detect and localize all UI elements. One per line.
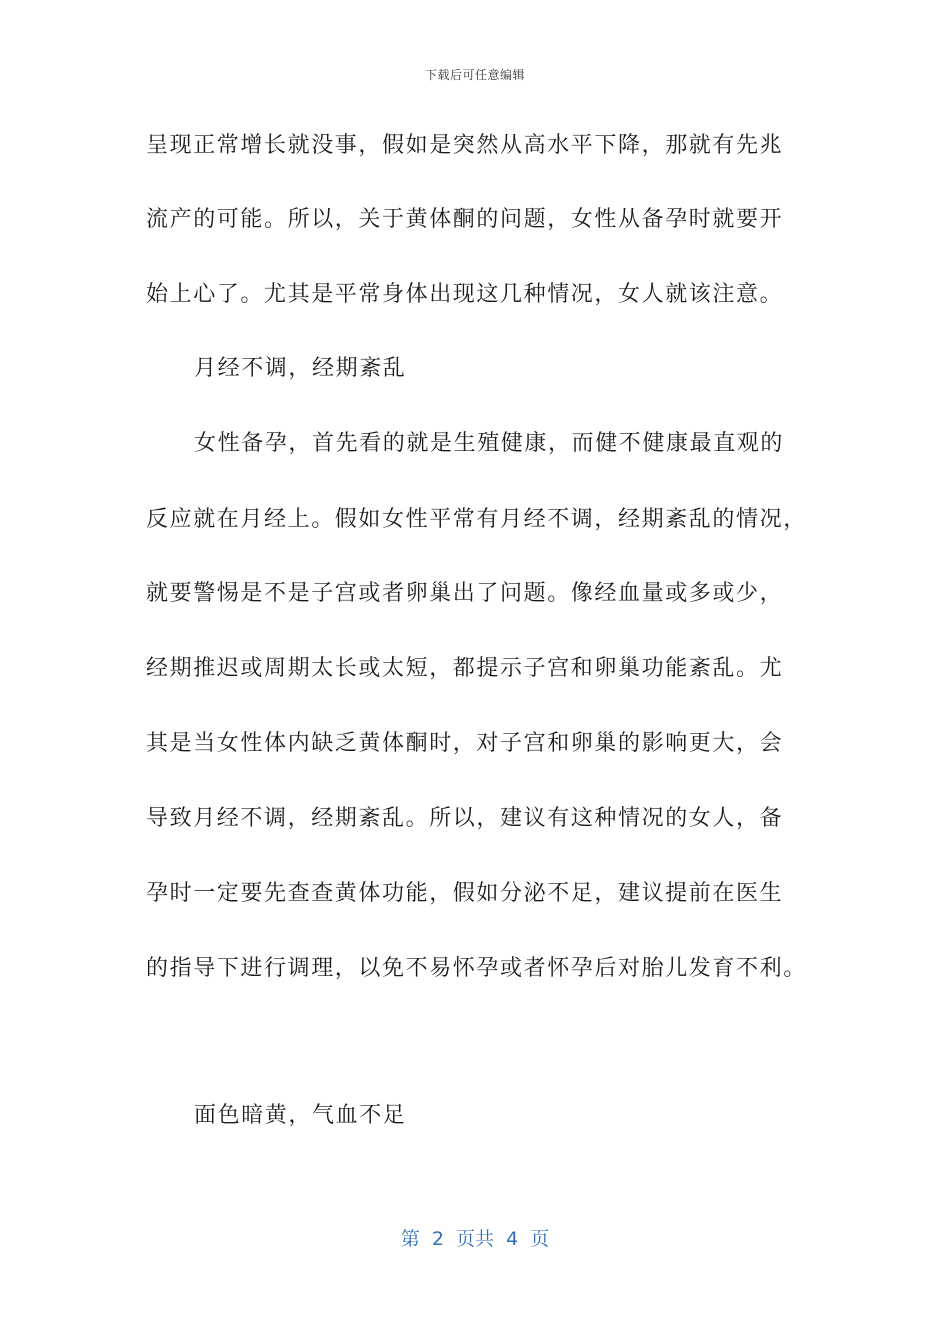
section-heading: 面色暗黄，气血不足	[194, 1103, 407, 1128]
body-line: 的指导下进行调理，以免不易怀孕或者怀孕后对胎儿发育不利。	[146, 956, 807, 981]
body-line: 始上心了。尤其是平常身体出现这几种情况，女人就该注意。	[146, 282, 784, 307]
body-line: 其是当女性体内缺乏黄体酮时，对子宫和卵巢的影响更大，会	[146, 731, 784, 756]
body-line: 反应就在月经上。假如女性平常有月经不调，经期紊乱的情况，	[146, 507, 807, 532]
paragraph-first-line: 女性备孕，首先看的就是生殖健康，而健不健康最直观的	[194, 431, 785, 456]
body-line: 孕时一定要先查查黄体功能，假如分泌不足，建议提前在医生	[146, 881, 784, 906]
body-line: 流产的可能。所以，关于黄体酮的问题，女性从备孕时就要开	[146, 207, 784, 232]
body-line: 经期推迟或周期太长或太短，都提示子宫和卵巢功能紊乱。尤	[146, 656, 784, 681]
body-line: 导致月经不调，经期紊乱。所以，建议有这种情况的女人，备	[146, 806, 784, 831]
body-line: 就要警惕是不是子宫或者卵巢出了问题。像经血量或多或少，	[146, 581, 784, 606]
header-note: 下载后可任意编辑	[424, 68, 525, 82]
section-heading: 月经不调，经期紊乱	[194, 356, 407, 381]
page-number-footer: 第 2 页共 4 页	[400, 1228, 550, 1250]
body-line: 呈现正常增长就没事，假如是突然从高水平下降，那就有先兆	[146, 133, 784, 158]
